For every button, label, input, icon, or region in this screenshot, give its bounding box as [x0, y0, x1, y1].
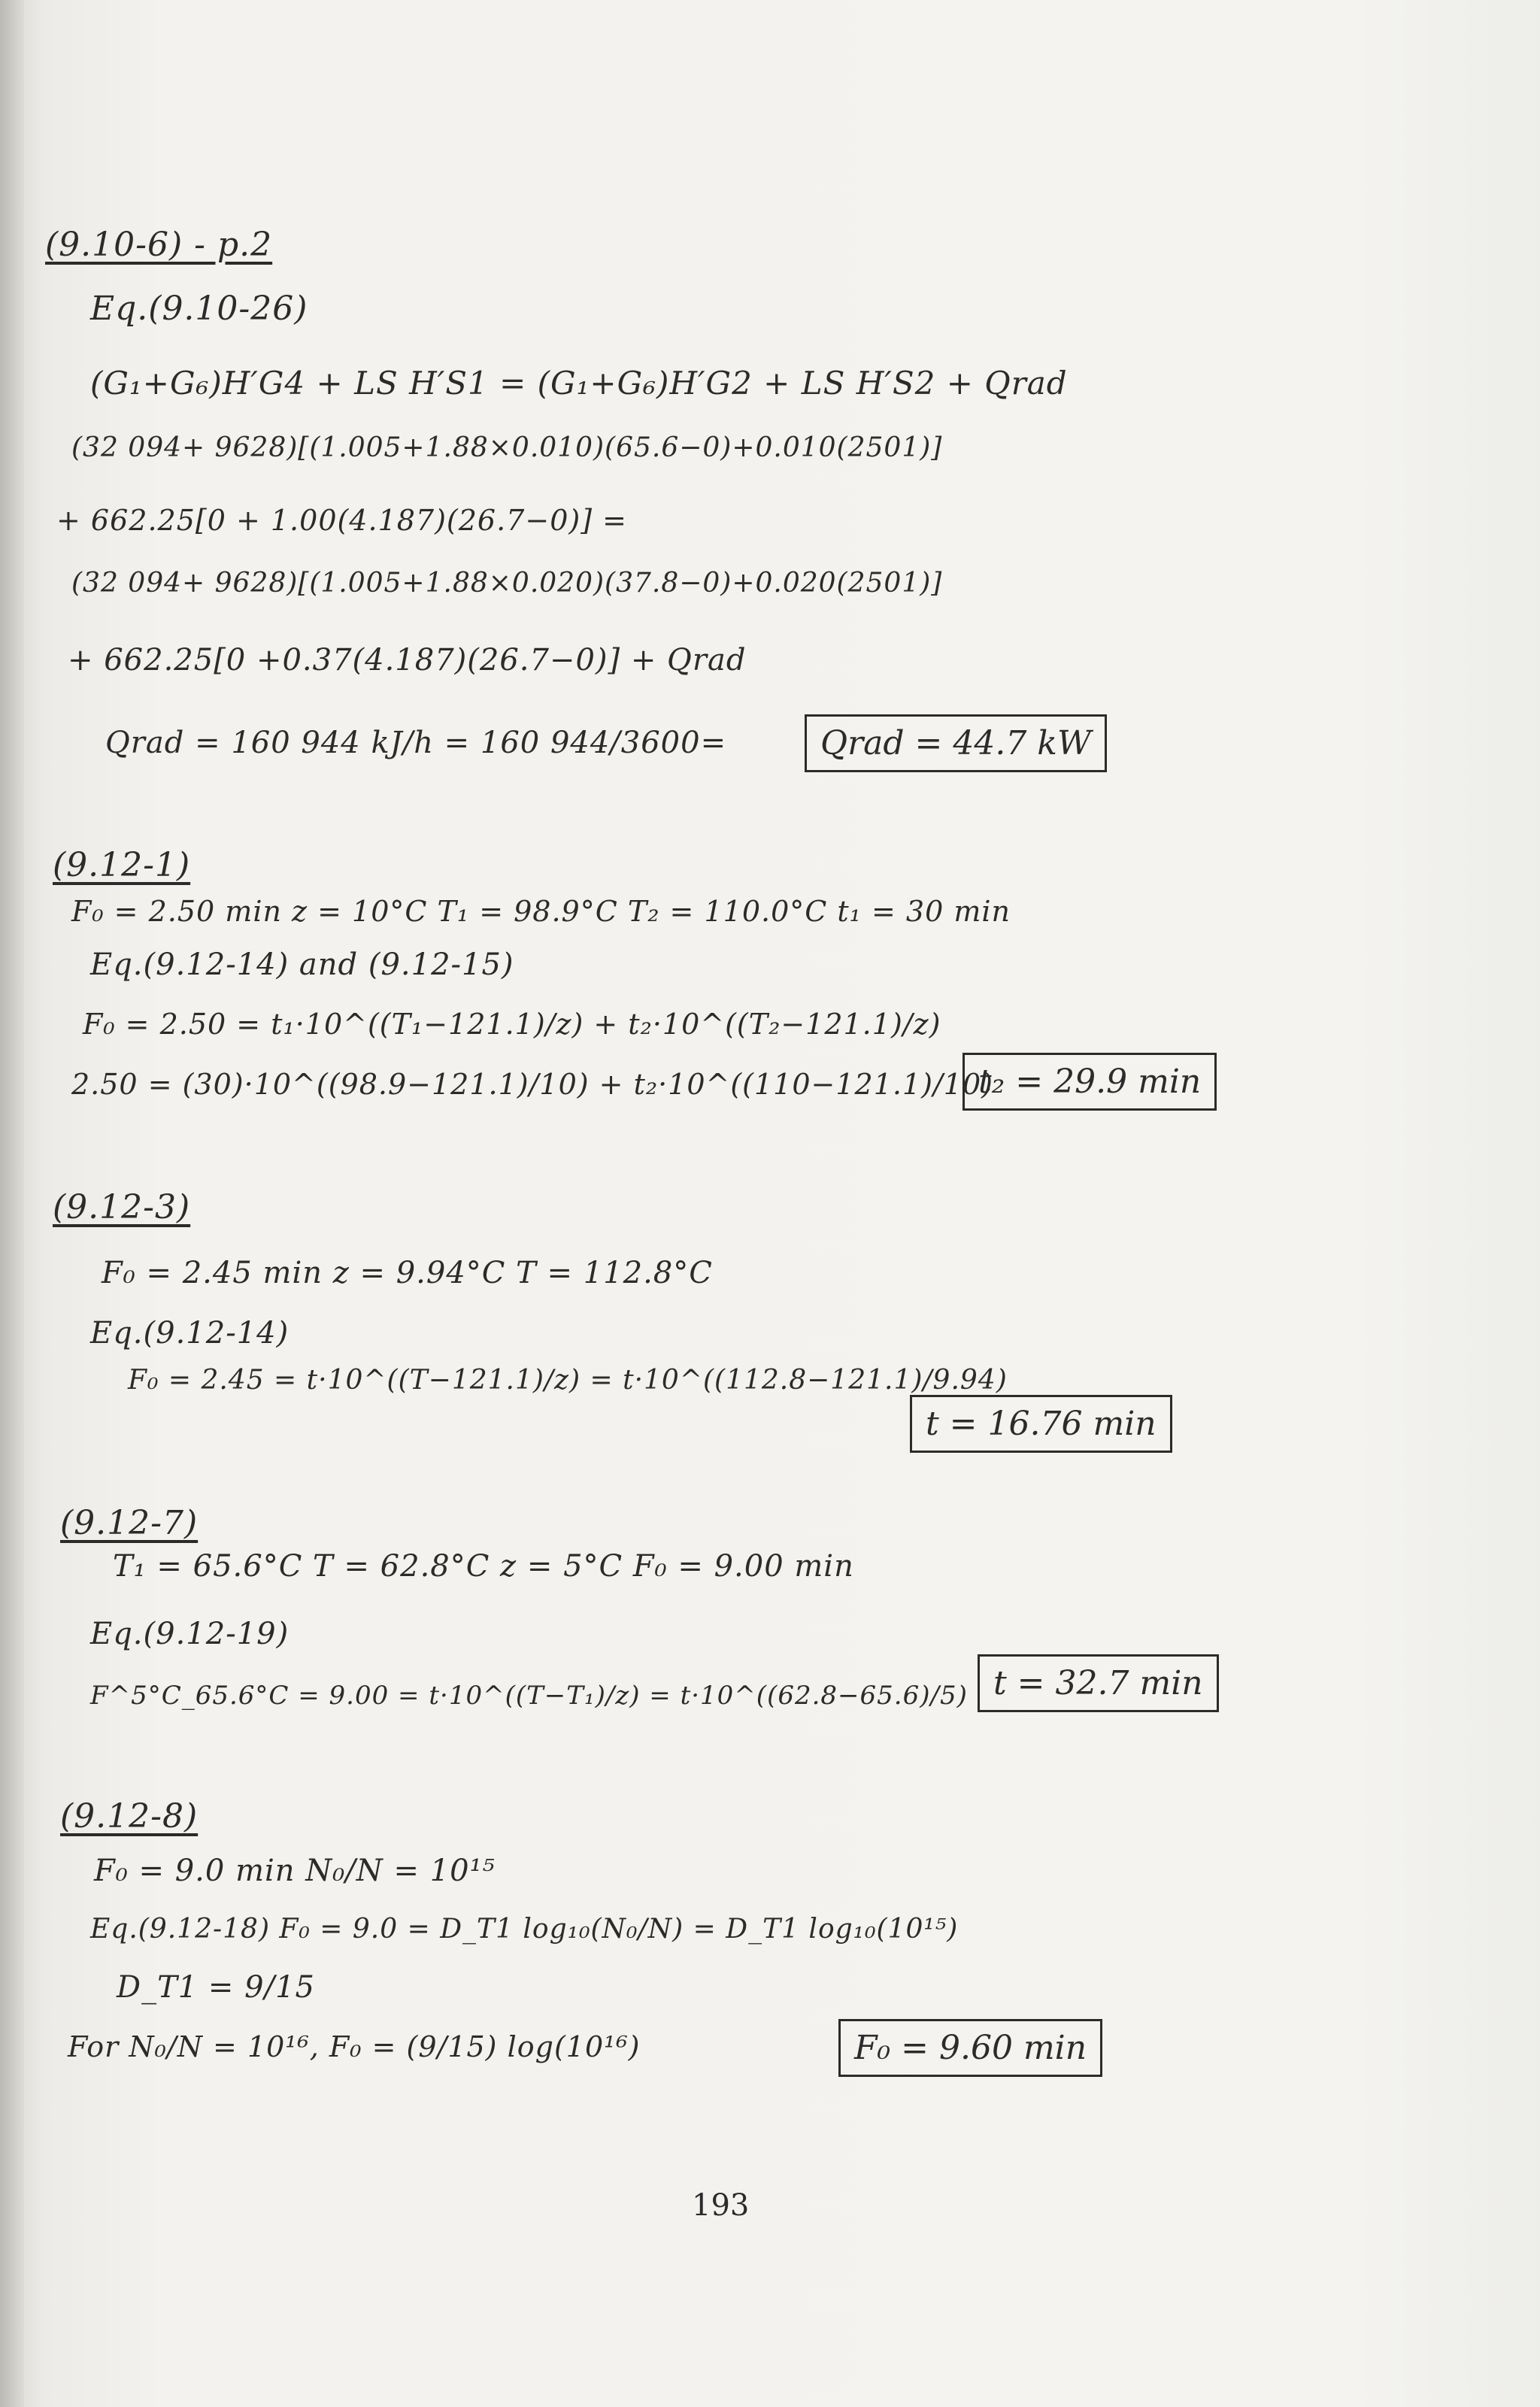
section-heading-9-12-7: (9.12-7) [60, 1504, 199, 1542]
equation-line: (32 094+ 9628)[(1.005+1.88×0.020)(37.8−0)+0.020(2501)] [71, 568, 943, 599]
equation-reference: Eq.(9.10-26) [90, 290, 308, 328]
equation-reference: Eq.(9.12-19) [90, 1617, 290, 1651]
result-box: Qrad = 44.7 kW [805, 714, 1107, 772]
section-heading-9-12-8: (9.12-8) [60, 1797, 199, 1836]
given-values: F₀ = 2.45 min z = 9.94°C T = 112.8°C [102, 1256, 713, 1290]
binding-shadow [0, 0, 24, 2407]
result-box: t = 16.76 min [910, 1395, 1172, 1453]
equation-line: + 662.25[0 +0.37(4.187)(26.7−0)] + Qrad [68, 643, 747, 678]
equation-line: + 662.25[0 + 1.00(4.187)(26.7−0)] = [56, 504, 627, 537]
result-box: t₂ = 29.9 min [962, 1053, 1217, 1111]
equation-line: F₀ = 2.50 = t₁·10^((T₁−121.1)/z) + t₂·10^((T₂−121.1)/z) [83, 1008, 941, 1041]
result-box: t = 32.7 min [978, 1654, 1219, 1712]
equation-line: D_T1 = 9/15 [117, 1970, 315, 2005]
equation-reference: Eq.(9.12-14) [90, 1316, 290, 1351]
equation-line: (32 094+ 9628)[(1.005+1.88×0.010)(65.6−0)+0.010(2501)] [71, 432, 943, 463]
energy-balance-equation: (G₁+G₆)H′G4 + LS H′S1 = (G₁+G₆)H′G2 + LS H′S2 + Qrad [90, 365, 1068, 402]
equation-line: 2.50 = (30)·10^((98.9−121.1)/10) + t₂·10^((110−121.1)/10) [71, 1068, 993, 1101]
section-heading-9-10-6: (9.10-6) - p.2 [45, 226, 273, 264]
equation-line: Qrad = 160 944 kJ/h = 160 944/3600= [105, 726, 727, 760]
given-values: T₁ = 65.6°C T = 62.8°C z = 5°C F₀ = 9.00 min [113, 1549, 854, 1584]
section-heading-9-12-1: (9.12-1) [53, 846, 191, 884]
page-number: 193 [692, 2188, 750, 2223]
equation-reference: Eq.(9.12-14) and (9.12-15) [90, 947, 514, 982]
equation-line: F₀ = 2.45 = t·10^((T−121.1)/z) = t·10^((112.8−121.1)/9.94) [128, 1365, 1008, 1396]
equation-line: For N₀/N = 10¹⁶, F₀ = (9/15) log(10¹⁶) [68, 2030, 641, 2063]
equation-line: Eq.(9.12-18) F₀ = 9.0 = D_T1 log₁₀(N₀/N) = D_T1 log₁₀(10¹⁵) [90, 1914, 959, 1945]
given-values: F₀ = 2.50 min z = 10°C T₁ = 98.9°C T₂ = 110.0°C t₁ = 30 min [71, 895, 1011, 928]
given-values: F₀ = 9.0 min N₀/N = 10¹⁵ [94, 1854, 496, 1888]
section-heading-9-12-3: (9.12-3) [53, 1188, 191, 1226]
equation-line: F^5°C_65.6°C = 9.00 = t·10^((T−T₁)/z) = t·10^((62.8−65.6)/5) [90, 1681, 968, 1711]
result-box: F₀ = 9.60 min [838, 2019, 1102, 2077]
